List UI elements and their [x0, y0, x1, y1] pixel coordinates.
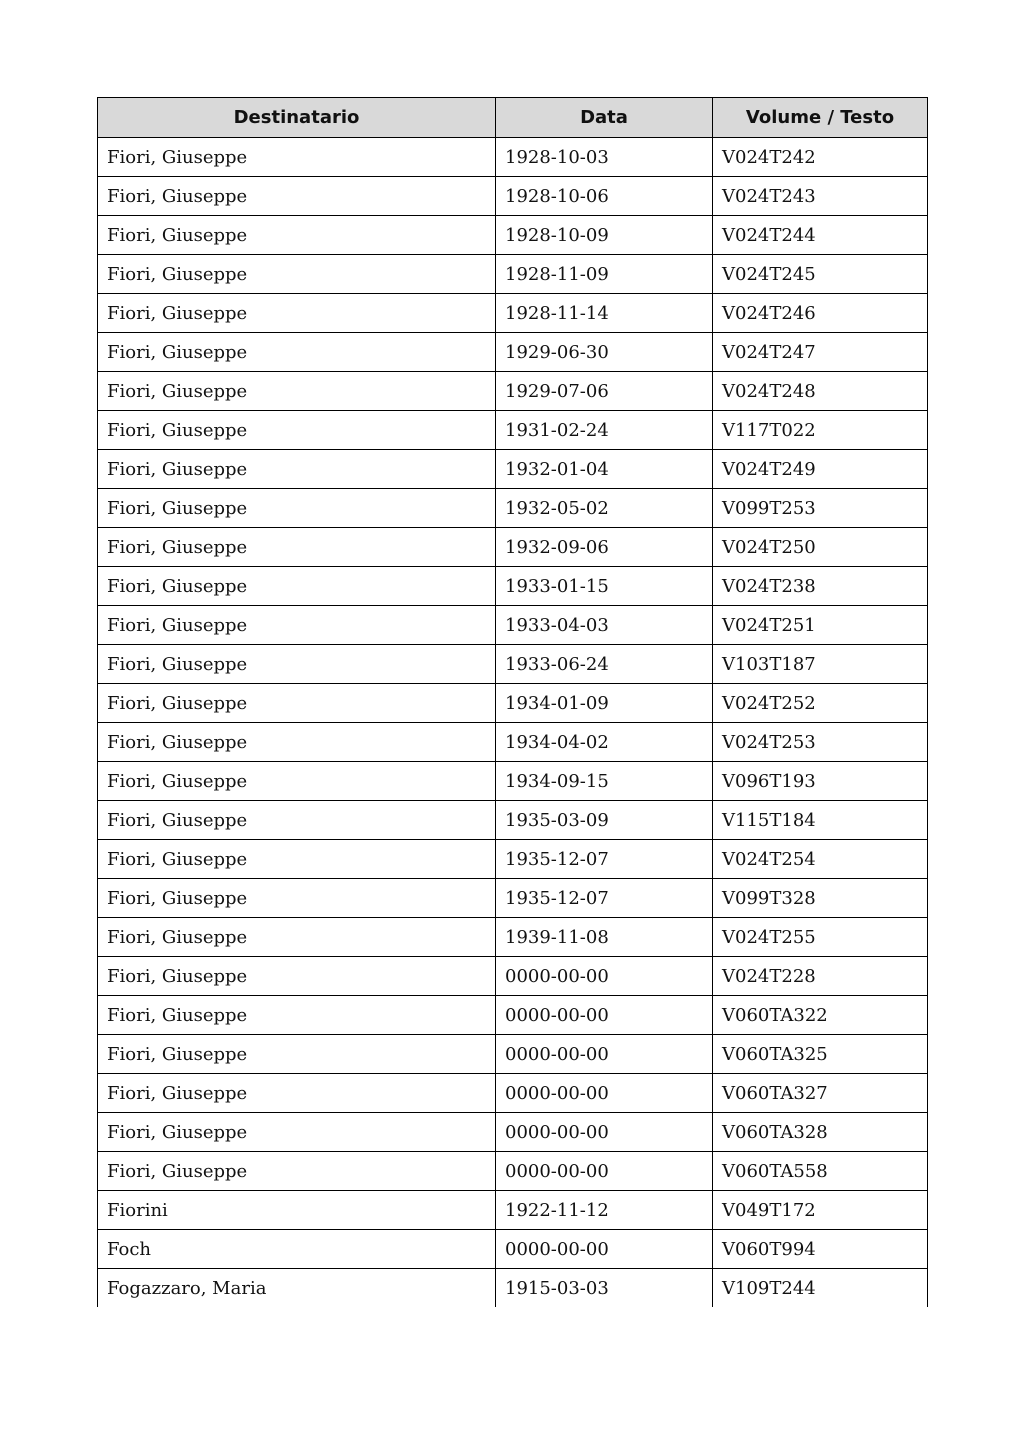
cell-destinatario: Fiori, Giuseppe [98, 840, 496, 879]
cell-destinatario: Fiori, Giuseppe [98, 528, 496, 567]
cell-destinatario: Fiori, Giuseppe [98, 801, 496, 840]
table-row [98, 1152, 928, 1191]
cell-data: 1934-01-09 [496, 684, 713, 723]
table-row [98, 645, 928, 684]
cell-data: 1934-04-02 [496, 723, 713, 762]
table-row [98, 1113, 928, 1152]
cell-volume-testo: V103T187 [713, 645, 928, 684]
cell-data: 1928-11-14 [496, 294, 713, 333]
cell-volume-testo: V115T184 [713, 801, 928, 840]
cell-volume-testo: V060TA558 [713, 1152, 928, 1191]
table-row [98, 879, 928, 918]
cell-volume-testo: V049T172 [713, 1191, 928, 1230]
column-header-destinatario: Destinatario [98, 98, 496, 138]
cell-volume-testo: V109T244 [713, 1269, 928, 1308]
table-row [98, 216, 928, 255]
cell-destinatario: Fiori, Giuseppe [98, 177, 496, 216]
cell-data: 1934-09-15 [496, 762, 713, 801]
cell-destinatario: Fiori, Giuseppe [98, 879, 496, 918]
cell-volume-testo: V024T243 [713, 177, 928, 216]
cell-destinatario: Fiori, Giuseppe [98, 996, 496, 1035]
cell-destinatario: Foch [98, 1230, 496, 1269]
table-row [98, 294, 928, 333]
cell-destinatario: Fiori, Giuseppe [98, 294, 496, 333]
cell-destinatario: Fiori, Giuseppe [98, 762, 496, 801]
table-row [98, 372, 928, 411]
table-row [98, 450, 928, 489]
cell-volume-testo: V060T994 [713, 1230, 928, 1269]
cell-volume-testo: V060TA322 [713, 996, 928, 1035]
cell-volume-testo: V024T247 [713, 333, 928, 372]
letters-table [97, 97, 928, 1307]
header-row [98, 98, 928, 138]
cell-volume-testo: V024T252 [713, 684, 928, 723]
cell-volume-testo: V060TA328 [713, 1113, 928, 1152]
cell-destinatario: Fiori, Giuseppe [98, 1035, 496, 1074]
cell-volume-testo: V024T248 [713, 372, 928, 411]
cell-destinatario: Fiori, Giuseppe [98, 1113, 496, 1152]
cell-volume-testo: V096T193 [713, 762, 928, 801]
cell-data: 1929-07-06 [496, 372, 713, 411]
cell-data: 1915-03-03 [496, 1269, 713, 1308]
cell-volume-testo: V024T249 [713, 450, 928, 489]
cell-destinatario: Fiori, Giuseppe [98, 333, 496, 372]
cell-volume-testo: V024T242 [713, 138, 928, 177]
table-row [98, 489, 928, 528]
cell-volume-testo: V060TA327 [713, 1074, 928, 1113]
cell-volume-testo: V099T253 [713, 489, 928, 528]
cell-destinatario: Fiori, Giuseppe [98, 684, 496, 723]
cell-volume-testo: V099T328 [713, 879, 928, 918]
cell-destinatario: Fiori, Giuseppe [98, 1074, 496, 1113]
table-row [98, 957, 928, 996]
cell-destinatario: Fiori, Giuseppe [98, 606, 496, 645]
cell-destinatario: Fiorini [98, 1191, 496, 1230]
cell-data: 1935-03-09 [496, 801, 713, 840]
table-row [98, 840, 928, 879]
cell-data: 1939-11-08 [496, 918, 713, 957]
cell-data: 0000-00-00 [496, 1035, 713, 1074]
cell-volume-testo: V024T238 [713, 567, 928, 606]
cell-data: 1929-06-30 [496, 333, 713, 372]
cell-data: 1933-06-24 [496, 645, 713, 684]
cell-volume-testo: V024T254 [713, 840, 928, 879]
cell-volume-testo: V024T244 [713, 216, 928, 255]
cell-data: 1928-10-06 [496, 177, 713, 216]
cell-data: 0000-00-00 [496, 1113, 713, 1152]
cell-destinatario: Fiori, Giuseppe [98, 411, 496, 450]
table-row [98, 255, 928, 294]
table-body [98, 138, 928, 1308]
cell-data: 1928-10-03 [496, 138, 713, 177]
cell-volume-testo: V117T022 [713, 411, 928, 450]
table-row [98, 1230, 928, 1269]
table-row [98, 684, 928, 723]
table-row [98, 138, 928, 177]
table-row [98, 567, 928, 606]
cell-data: 0000-00-00 [496, 957, 713, 996]
cell-volume-testo: V024T253 [713, 723, 928, 762]
cell-volume-testo: V024T251 [713, 606, 928, 645]
table-row [98, 528, 928, 567]
table-row [98, 996, 928, 1035]
cell-data: 1933-04-03 [496, 606, 713, 645]
cell-destinatario: Fiori, Giuseppe [98, 255, 496, 294]
table-row [98, 762, 928, 801]
table-row [98, 606, 928, 645]
table-row [98, 1035, 928, 1074]
table-header [98, 98, 928, 138]
cell-volume-testo: V024T245 [713, 255, 928, 294]
cell-destinatario: Fiori, Giuseppe [98, 723, 496, 762]
cell-data: 0000-00-00 [496, 1074, 713, 1113]
table-row [98, 411, 928, 450]
cell-data: 0000-00-00 [496, 996, 713, 1035]
table-row [98, 723, 928, 762]
table-row [98, 918, 928, 957]
cell-destinatario: Fiori, Giuseppe [98, 372, 496, 411]
cell-data: 1922-11-12 [496, 1191, 713, 1230]
cell-destinatario: Fiori, Giuseppe [98, 645, 496, 684]
table-row [98, 333, 928, 372]
cell-destinatario: Fiori, Giuseppe [98, 489, 496, 528]
cell-data: 1928-11-09 [496, 255, 713, 294]
cell-data: 1931-02-24 [496, 411, 713, 450]
cell-volume-testo: V024T228 [713, 957, 928, 996]
table-row [98, 801, 928, 840]
cell-volume-testo: V060TA325 [713, 1035, 928, 1074]
table-row [98, 1269, 928, 1308]
cell-destinatario: Fogazzaro, Maria [98, 1269, 496, 1308]
column-header-volume-testo: Volume / Testo [713, 98, 928, 138]
cell-data: 1935-12-07 [496, 879, 713, 918]
cell-data: 0000-00-00 [496, 1230, 713, 1269]
cell-destinatario: Fiori, Giuseppe [98, 138, 496, 177]
table-row [98, 1074, 928, 1113]
cell-data: 1932-05-02 [496, 489, 713, 528]
cell-data: 1933-01-15 [496, 567, 713, 606]
cell-destinatario: Fiori, Giuseppe [98, 957, 496, 996]
cell-data: 1932-09-06 [496, 528, 713, 567]
cell-volume-testo: V024T250 [713, 528, 928, 567]
cell-data: 0000-00-00 [496, 1152, 713, 1191]
cell-volume-testo: V024T246 [713, 294, 928, 333]
column-header-data: Data [496, 98, 713, 138]
table-row [98, 177, 928, 216]
cell-destinatario: Fiori, Giuseppe [98, 216, 496, 255]
cell-data: 1932-01-04 [496, 450, 713, 489]
cell-destinatario: Fiori, Giuseppe [98, 450, 496, 489]
cell-destinatario: Fiori, Giuseppe [98, 1152, 496, 1191]
cell-destinatario: Fiori, Giuseppe [98, 567, 496, 606]
cell-destinatario: Fiori, Giuseppe [98, 918, 496, 957]
cell-volume-testo: V024T255 [713, 918, 928, 957]
cell-data: 1928-10-09 [496, 216, 713, 255]
table-row [98, 1191, 928, 1230]
cell-data: 1935-12-07 [496, 840, 713, 879]
